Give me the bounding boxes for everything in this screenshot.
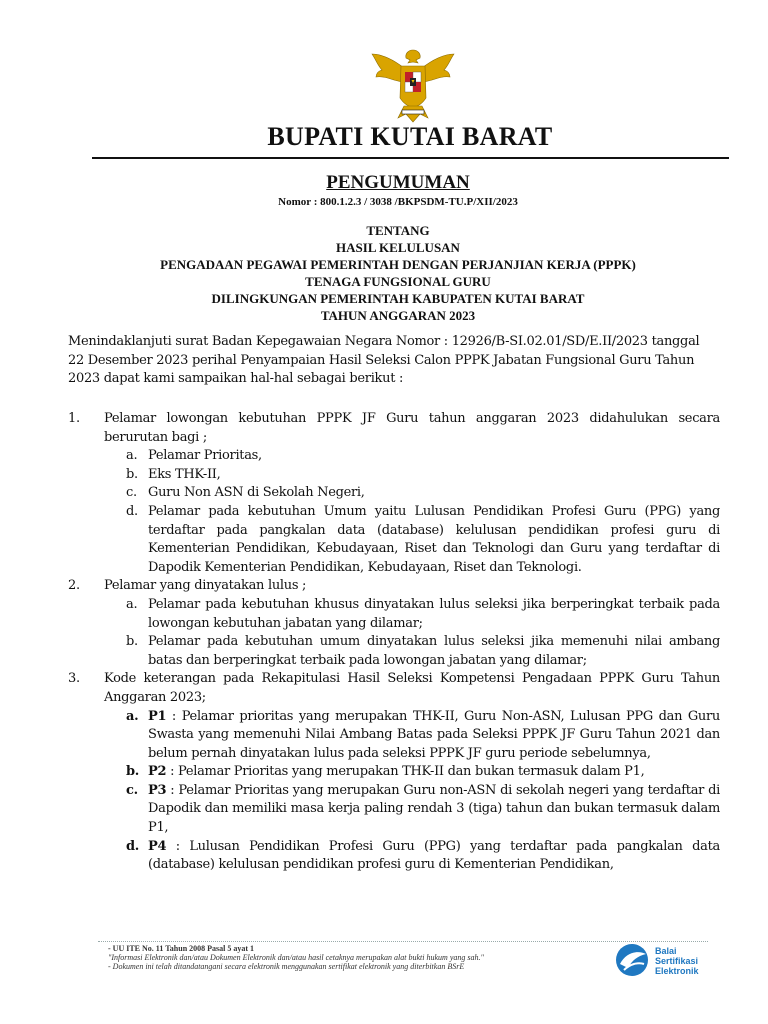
subject-line: TAHUN ANGGARAN 2023 xyxy=(320,308,476,323)
list-item-text: Pelamar yang dinyatakan lulus ; xyxy=(104,578,307,594)
sub-item xyxy=(68,484,720,503)
code-label: P4 xyxy=(148,838,167,854)
sub-item xyxy=(68,596,720,633)
logo-line: Elektronik xyxy=(655,966,699,976)
list-item xyxy=(68,670,720,707)
subject-line: HASIL KELULUSAN xyxy=(336,240,460,255)
code-label: P3 xyxy=(148,782,167,798)
sub-item-text: Pelamar pada kebutuhan umum dinyatakan lulus seleksi jika memenuhi nilai ambang batas dan berperingkat terbaik pada lowongan jabatan yang dilamar; xyxy=(148,634,720,668)
sub-item xyxy=(68,633,720,670)
sub-letter: b. xyxy=(126,466,138,482)
sub-letter: b. xyxy=(126,634,138,650)
sub-item-text: Eks THK-II, xyxy=(148,466,221,482)
subject-line: TENTANG xyxy=(366,223,430,238)
subject-line: PENGADAAN PEGAWAI PEMERINTAH DENGAN PERJANJIAN KERJA (PPPK) xyxy=(160,257,636,272)
subject-line: TENAGA FUNGSIONAL GURU xyxy=(305,274,491,289)
sub-item-text: Pelamar pada kebutuhan Umum yaitu Lulusan Pendidikan Profesi Guru (PPG) yang terdaftar pada pangkalan data (database) kelulusan pendidikan profesi guru di Kementerian Pendidikan, Kebudayaan, Riset dan Teknologi dan Guru yang terdaftar di Dapodik Kementerian Pendidikan, Kebudayaan, Riset dan Teknologi. xyxy=(148,503,720,575)
code-label: P2 xyxy=(148,764,167,780)
sub-letter: d. xyxy=(126,838,140,854)
sub-item-text: : Pelamar Prioritas yang merupakan THK-II dan bukan termasuk dalam P1, xyxy=(166,764,645,780)
garuda-emblem-icon xyxy=(368,44,458,124)
sub-item-text: : Pelamar prioritas yang merupakan THK-II, Guru Non-ASN, Lulusan PPG dan Guru Swasta yang memenuhi Nilai Ambang Batas pada Seleksi PPPK JF Guru Tahun 2021 dan belum pernah dinyatakan lulus pada seleksi PPPK JF guru periode sebelumnya, xyxy=(148,708,720,761)
intro-paragraph: Menindaklanjuti surat Badan Kepegawaian Negara Nomor : 12926/B-SI.02.01/SD/E.II/2023 tanggal 22 Desember 2023 perihal Penyampaian Hasil Seleksi Calon PPPK Jabatan Fungsional Guru Tahun 2023 dapat kami sampaikan hal-hal sebagai berikut : xyxy=(68,334,700,387)
list-item-text: Pelamar lowongan kebutuhan PPPK JF Guru tahun anggaran 2023 didahulukan secara berurutan bagi ; xyxy=(104,411,720,445)
list-number: 2. xyxy=(68,578,80,594)
sub-item-text: : Pelamar Prioritas yang merupakan Guru non-ASN di sekolah negeri yang terdaftar di Dapodik dan memiliki masa kerja paling rendah 3 (tiga) tahun dan bukan termasuk dalam P1, xyxy=(148,782,720,836)
list-item xyxy=(68,577,720,596)
sub-letter: a. xyxy=(126,708,139,724)
announcement-title: PENGUMUMAN xyxy=(326,172,470,193)
numbered-list xyxy=(68,410,720,875)
sub-item xyxy=(68,763,720,782)
footer-signature-note: - Dokumen ini telah ditandatangani secara elektronik menggunakan sertifikat elektronik yang diterbitkan BSrE xyxy=(108,962,465,971)
sub-item xyxy=(68,708,720,764)
sub-letter: c. xyxy=(126,485,137,501)
page-title: BUPATI KUTAI BARAT xyxy=(267,122,553,151)
sub-item-text: : Lulusan Pendidikan Profesi Guru (PPG) yang terdaftar pada pangkalan data (database) kelulusan pendidikan profesi guru di Kementerian Pendidikan, xyxy=(148,838,720,873)
sub-letter: c. xyxy=(126,782,138,798)
list-item xyxy=(68,410,720,447)
sub-item xyxy=(68,503,720,577)
sub-letter: a. xyxy=(126,448,138,464)
sub-letter: b. xyxy=(126,764,140,780)
sub-item-text: Guru Non ASN di Sekolah Negeri, xyxy=(148,485,365,501)
sub-letter: d. xyxy=(126,503,138,519)
bsre-logo-text xyxy=(655,946,699,976)
footer-quote: "Informasi Elektronik dan/atau Dokumen Elektronik dan/atau hasil cetaknya merupakan alat bukti hukum yang sah." xyxy=(108,953,484,962)
list-item-text: Kode keterangan pada Rekapitulasi Hasil Seleksi Kompetensi Pengadaan PPPK Guru Tahun Anggaran 2023; xyxy=(104,671,720,705)
footer-notice xyxy=(108,944,608,971)
sub-item xyxy=(68,782,720,838)
sub-item xyxy=(68,466,720,485)
list-number: 1. xyxy=(68,411,80,426)
sub-item xyxy=(68,838,720,875)
logo-line: Sertifikasi xyxy=(655,956,699,966)
header-divider xyxy=(92,157,729,159)
list-number: 3. xyxy=(68,671,80,687)
sub-item-text: Pelamar pada kebutuhan khusus dinyatakan lulus seleksi jika berperingkat terbaik pada lowongan kebutuhan jabatan yang dilamar; xyxy=(148,596,720,631)
footer-law-reference: - UU ITE No. 11 Tahun 2008 Pasal 5 ayat 1 xyxy=(108,944,255,953)
subject-block xyxy=(0,222,768,324)
code-label: P1 xyxy=(148,708,167,724)
logo-line: Balai xyxy=(655,946,677,956)
sub-letter: a. xyxy=(126,596,138,612)
sub-item xyxy=(68,447,720,466)
sub-item-text: Pelamar Prioritas, xyxy=(148,448,262,464)
document-number: Nomor : 800.1.2.3 / 3038 /BKPSDM-TU.P/XII/2023 xyxy=(278,196,518,208)
subject-line: DILINGKUNGAN PEMERINTAH KABUPATEN KUTAI BARAT xyxy=(211,291,585,306)
